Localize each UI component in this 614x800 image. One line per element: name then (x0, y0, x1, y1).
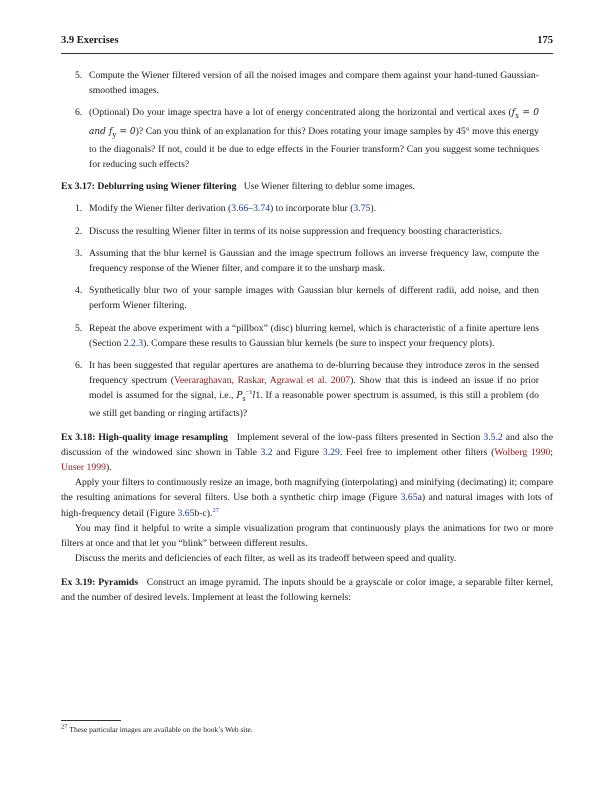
footnote-number: 27 (61, 723, 68, 731)
exercise-title: Ex 3.19: Pyramids (61, 576, 139, 588)
footnote: $^{27}$ These particular images are available on the book’s Web site. (61, 723, 253, 734)
paragraph: Discuss the merits and deficiencies of each filter, as well as its tradeoff between speed and quality. (75, 553, 457, 565)
footnote-area (61, 720, 553, 735)
section-ref[interactable]: 2.2.3 (123, 337, 144, 349)
header-rule (61, 53, 553, 54)
list-item: 4. Synthetically blur two of your sample images with Gaussian blur kernels of different radii, add noise, and then perform Wiener filtering. (75, 285, 539, 312)
list-top (61, 68, 553, 172)
exercise-title: Ex 3.17: Deblurring using Wiener filtering (61, 181, 237, 193)
exercise-3-19: Ex 3.19: Pyramids Construct an image pyramid. The inputs should be a grayscale or color image, a separable filter kernel, and the number of desired levels. Implement at least the following kernels: (61, 576, 553, 603)
exercise-title: Ex 3.18: High-quality image resampling (61, 431, 228, 443)
footnote-marker[interactable]: 27 (212, 506, 219, 514)
equation-ref[interactable]: 3.75 (353, 203, 371, 215)
list-item: 3. Assuming that the blur kernel is Gaussian and the image spectrum follows an inverse frequency law, compute the frequency response of the Wiener filter, and compare it to the unsharp mask. (75, 247, 539, 274)
figure-ref[interactable]: 3.65 (177, 507, 195, 519)
list-item: 6. (Optional) Do your image spectra have a lot of energy concentrated along the horizontal and vertical axes ($f_x = 0$ and $f_y = 0$)? Can you think of an explanation for this? Does rotating your image samples by 45° move this energy to the diagonals? If not, could it be due to edge effects in the Fourier transform? Can you suggest some techniques for reducing such effects? (75, 107, 540, 170)
paragraph: You may find it helpful to write a simple visualization program that continuously plays the animations for two or more filters at once and that let you “blink” between different results. (61, 522, 553, 550)
list-item: 5. Repeat the above experiment with a “pillbox” (disc) blurring kernel, which is characteristic of a finite aperture lens (Section 2.2.3). Compare these results to Gaussian blur kernels (be sure to inspect your frequency plots). (75, 322, 539, 349)
page (61, 34, 553, 613)
figure-ref[interactable]: 3.65 (400, 492, 418, 504)
list-item: 5. Compute the Wiener filtered version of all the noised images and compare them against your hand-tuned Gaussian-smoothed images. (75, 70, 539, 97)
citation-link[interactable]: Wolberg 1990 (494, 446, 551, 458)
citation-link[interactable]: Unser 1999 (61, 462, 106, 474)
equation-ref[interactable]: 3.66 (231, 203, 249, 215)
running-header (61, 34, 553, 48)
list-item: 6. It has been suggested that regular apertures are anathema to de-blurring because they introduce zeros in the sensed frequency spectrum (Veeraraghavan, Raskar, Agrawal et al. 2007). Show that this is indeed an issue if no prior model is assumed for the signal, i.e., $P_s^{-1}l1$. If a reasonable power spectrum is assumed, is this still a problem (do we still get banding or ringing artifacts)? (75, 359, 540, 420)
page-number: 175 (537, 35, 553, 46)
figure-ref[interactable]: 3.29 (322, 446, 340, 458)
section-title: 3.9 Exercises (61, 35, 119, 46)
paragraph: Apply your filters to continuously resize an image, both magnifying (interpolating) and minifying (decimating) it; compare the resulting animations for several filters. Use both a synthetic chirp image (Figure 3.65a) and natural images with lots of high-frequency detail (Figure 3.65b-c).$^{27}$ (61, 477, 553, 519)
footnote-rule (61, 720, 121, 721)
list-item: 2. Discuss the resulting Wiener filter in terms of its noise suppression and frequency boosting characteristics. (75, 225, 502, 237)
exercise-3-17: Ex 3.17: Deblurring using Wiener filtering Use Wiener filtering to deblur some images. 1. Modify the Wiener filter derivation (3.66–3.74) to incorporate blur (3.75). 2. Discuss the resulting Wiener filter in terms of its noise suppression and frequency boosting characteristics. 3. Assuming that the blur kernel is Gaussian and the image spectrum follows an inverse frequency law, compute the frequency response of the Wiener filter, and compare it to the unsharp mask. 4. Synthetically blur two of your sample images with Gaussian blur kernels of different radii, add noise, and then perform Wiener filtering. 5. Repeat the above experiment with a “pillbox” (disc) blurring kernel, which is characteristic of a finite aperture lens (Section 2.2.3). Compare these results to Gaussian blur kernels (be sure to inspect your frequency plots). 6. It has been suggested that regular apertures are anathema to de-blurring because they introduce zeros in the sensed frequency spectrum (Veeraraghavan, Raskar, Agrawal et al. 2007). Show that this is indeed an issue if no prior model is assumed for the signal, i.e., $P_s^{-1}l1$. If a reasonable power spectrum is assumed, is this still a problem (do we still get banding or ringing artifacts)? (61, 179, 553, 422)
exercise-3-17-list (61, 201, 553, 421)
list-item: 1. Modify the Wiener filter derivation (3.66–3.74) to incorporate blur (3.75). (75, 203, 377, 215)
exercise-3-18: Ex 3.18: High-quality image resampling Implement several of the low-pass filters presented in Section 3.5.2 and also the discussion of the windowed sinc shown in Table 3.2 and Figure 3.29. Feel free to implement other filters (Wolberg 1990; Unser 1999). Apply your filters to continuously resize an image, both magnifying (interpolating) and minifying (decimating) it; compare the resulting animations for several filters. Use both a synthetic chirp image (Figure 3.65a) and natural images with lots of high-frequency detail (Figure 3.65b-c).$^{27}$ You may find it helpful to write a simple visualization program that continuously plays the animations for two or more filters at once and that let you “blink” between different results. Discuss the merits and deficiencies of each filter, as well as its tradeoff between speed and quality. (61, 430, 553, 567)
citation-link[interactable]: Veeraraghavan, Raskar, Agrawal et al. 2007 (173, 375, 351, 387)
page-body (61, 68, 553, 605)
equation-ref[interactable]: 3.74 (253, 203, 271, 215)
section-ref[interactable]: 3.5.2 (483, 431, 503, 443)
table-ref[interactable]: 3.2 (260, 446, 273, 458)
